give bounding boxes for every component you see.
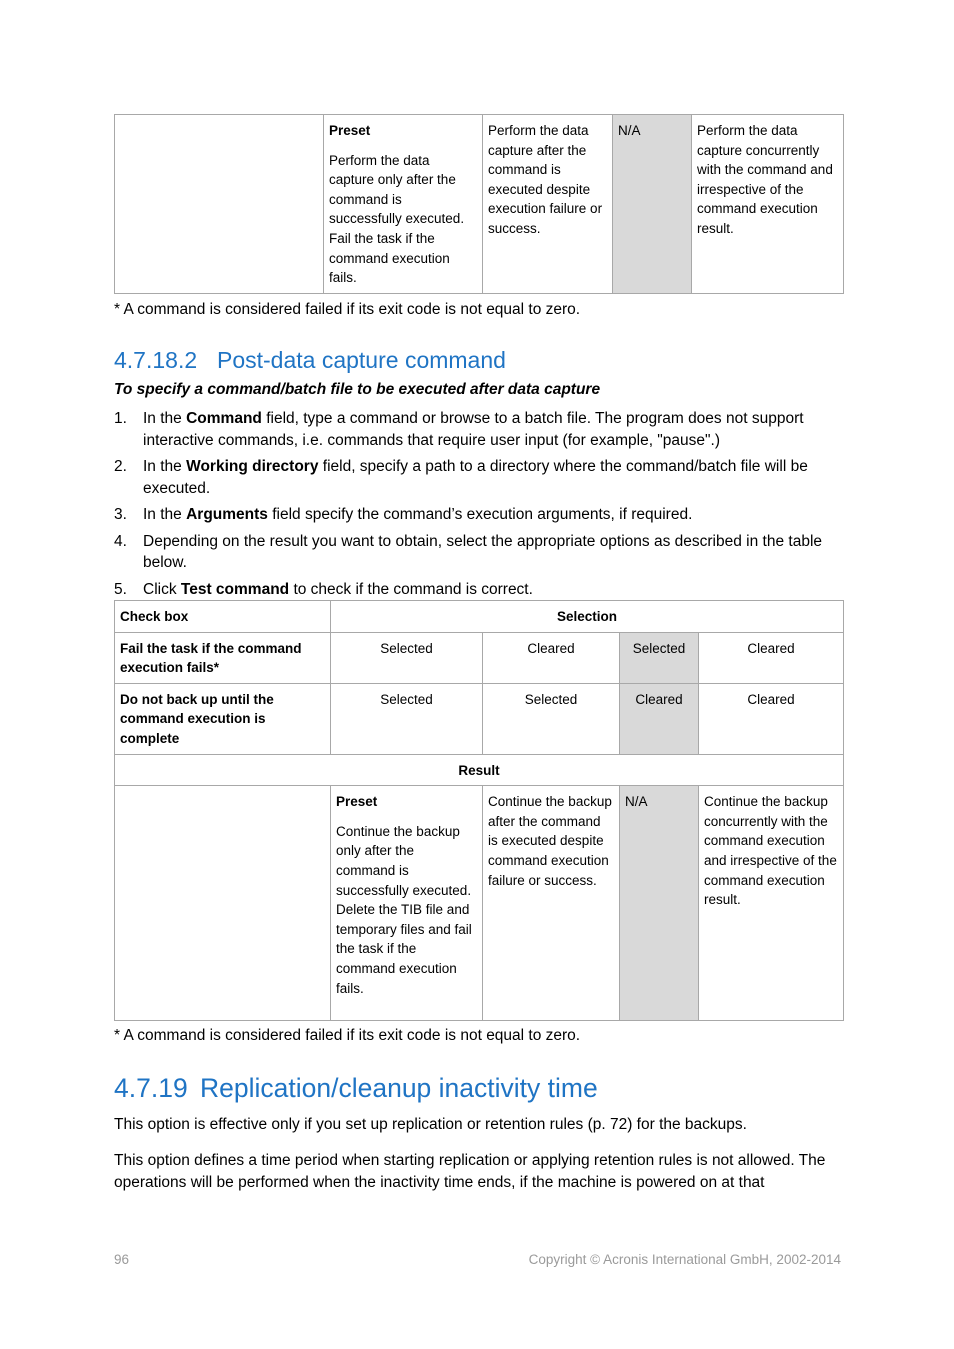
list-item: 3. In the Arguments field specify the command’s execution arguments, if required.	[114, 506, 693, 523]
table-row	[115, 683, 844, 754]
result-label: Result	[115, 754, 844, 786]
paragraph: This option defines a time period when starting replication or applying retention rules is not allowed. The operations will be performed when the inactivity time ends, if the machine is powered on at that	[114, 1152, 826, 1191]
top-result-table	[114, 114, 844, 294]
result-cell-na: N/A	[613, 115, 692, 294]
result-cell: Perform the data capture concurrently with the command and irrespective of the command execution result.	[692, 115, 844, 294]
list-item: 4. Depending on the result you want to obtain, select the appropriate options as described in the table below.	[114, 532, 823, 571]
result-cell: Perform the data capture after the command is executed despite execution failure or success.	[483, 115, 613, 294]
selection-table	[114, 600, 844, 1021]
section-number: 4.7.19	[114, 1073, 188, 1103]
table-cell: Cleared	[620, 683, 699, 754]
row-label: Fail the task if the command execution fails*	[115, 632, 331, 683]
preset-text: Perform the data capture only after the command is successfully executed. Fail the task if the command execution fails.	[329, 152, 465, 286]
table-cell: Selected	[483, 683, 620, 754]
page-number: 96	[114, 1252, 130, 1267]
result-cell: Continue the backup after the command is executed despite command execution failure or success.	[483, 786, 620, 1021]
table-cell: Cleared	[699, 632, 844, 683]
header-selection: Selection	[331, 601, 844, 633]
table-cell: Selected	[620, 632, 699, 683]
section-heading	[114, 1073, 598, 1104]
empty-cell	[115, 115, 324, 294]
section-title: Post-data capture command	[217, 347, 506, 373]
preset-title: Preset	[329, 123, 371, 138]
footnote: * A command is considered failed if its exit code is not equal to zero.	[114, 301, 581, 318]
list-item: 2. In the Working directory field, specify a path to a directory where the command/batch file will be executed.	[114, 458, 808, 497]
list-item: 5. Click Test command to check if the command is correct.	[114, 580, 533, 598]
table-row	[115, 786, 844, 1021]
table-cell: Cleared	[483, 632, 620, 683]
task-heading: To specify a command/batch file to be executed after data capture	[114, 381, 601, 398]
footnote: * A command is considered failed if its exit code is not equal to zero.	[114, 1027, 581, 1044]
table-cell: Selected	[331, 683, 483, 754]
row-label: Do not back up until the command execution is complete	[115, 683, 331, 754]
steps-list	[114, 408, 844, 600]
header-checkbox: Check box	[115, 601, 331, 633]
preset-cell	[331, 786, 483, 1021]
result-cell-na: N/A	[620, 786, 699, 1021]
empty-cell	[115, 786, 331, 1021]
preset-title: Preset	[336, 794, 378, 810]
section-number: 4.7.18.2	[114, 347, 198, 373]
copyright: Copyright © Acronis International GmbH, 2002-2014	[528, 1252, 841, 1267]
result-cell: Continue the backup concurrently with the command execution and irrespective of the command execution result.	[699, 786, 844, 1021]
table-row	[115, 632, 844, 683]
table-row	[115, 115, 844, 294]
section-title: Replication/cleanup inactivity time	[200, 1073, 598, 1103]
result-header-row	[115, 754, 844, 786]
table-cell: Cleared	[699, 683, 844, 754]
list-item: 1. In the Command field, type a command or browse to a batch file. The program does not support interactive commands, i.e. commands that require user input (for example, "pause".)	[114, 410, 804, 449]
table-cell: Selected	[331, 632, 483, 683]
table-header-row	[115, 601, 844, 633]
preset-cell	[324, 115, 483, 294]
preset-text: Continue the backup only after the command is successfully executed. Delete the TIB file and temporary files and fail the task if the command execution fails.	[336, 823, 472, 996]
paragraph: This option is effective only if you set up replication or retention rules (p. 72) for the backups.	[114, 1116, 747, 1133]
section-heading	[114, 347, 506, 374]
